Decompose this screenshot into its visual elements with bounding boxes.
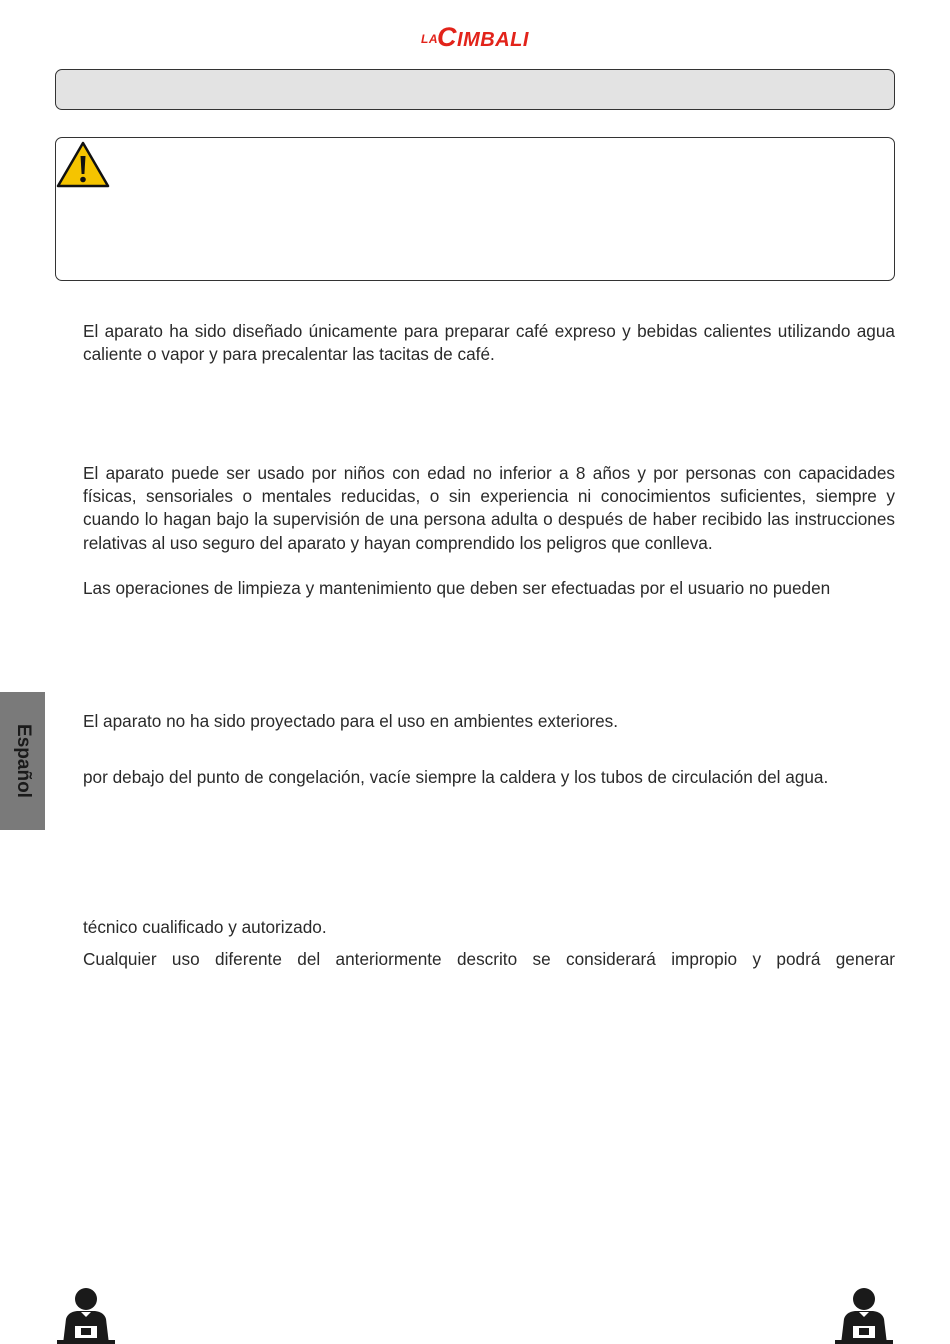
section-title-box [55, 69, 895, 110]
language-tab-label: Español [12, 724, 34, 798]
barista-figure-icon [833, 1286, 895, 1344]
paragraph-outdoor: El aparato no ha sido proyectado para el uso en ambientes exteriores. [83, 711, 619, 731]
paragraph-technician: técnico cualificado y autorizado. [83, 917, 327, 937]
paragraph-intended-use: El aparato ha sido diseñado únicamente para preparar café expreso y bebidas calientes utilizando agua caliente o vapor y para precalentar las tacitas de café. [83, 321, 895, 365]
warning-box [55, 137, 895, 281]
logo-initial: C [437, 22, 458, 52]
paragraph-children-use: El aparato puede ser usado por niños con edad no inferior a 8 años y por personas con capacidades físicas, sensoriales o mentales reducidas, o sin experiencia ni conocimientos suficientes, siempre y cuando lo hagan bajo la supervisión de una persona adulta o después de haber recibido las instrucciones relativas al uso seguro del aparato y hayan comprendido los peligros que conlleva. [83, 463, 895, 553]
logo-rest: IMBALI [457, 29, 529, 51]
paragraph-cleaning: Las operaciones de limpieza y mantenimiento que deben ser efectuadas por el usuario no pueden [83, 578, 831, 598]
language-tab [0, 692, 45, 830]
barista-figure-icon [55, 1286, 117, 1344]
paragraph-improper-use: Cualquier uso diferente del anteriormente descrito se considerará impropio y podrá generar [83, 949, 895, 969]
paragraph-freezing: por debajo del punto de congelación, vacíe siempre la caldera y los tubos de circulación del agua. [83, 767, 829, 787]
brand-logo [0, 22, 950, 53]
warning-triangle-icon [56, 140, 110, 188]
logo-prefix: LA [421, 32, 439, 46]
